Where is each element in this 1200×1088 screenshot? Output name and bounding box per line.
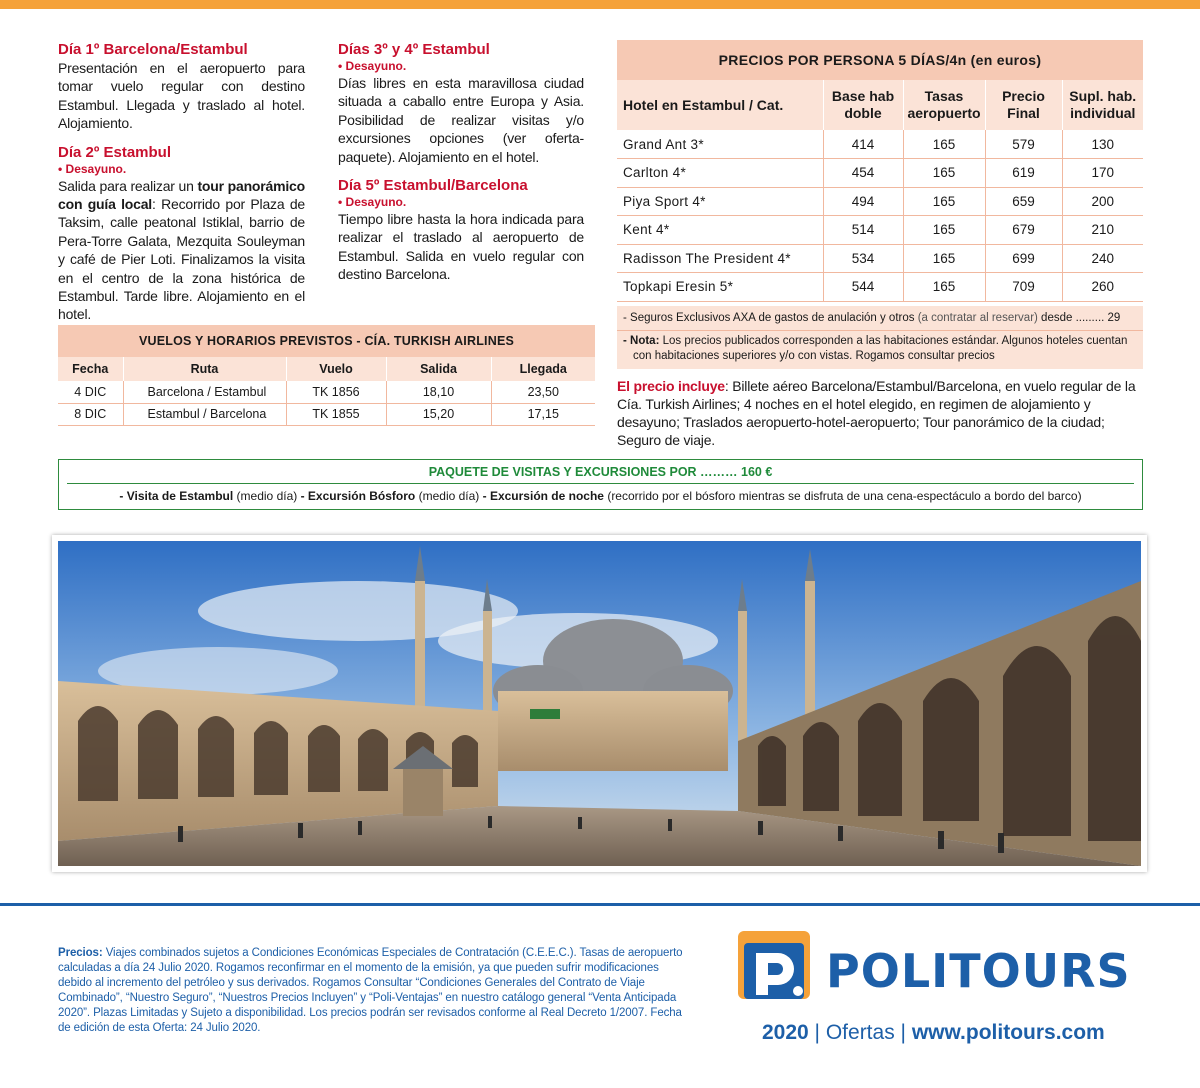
price-caption: PRECIOS POR PERSONA 5 DÍAS/4n (en euros) [617,40,1143,80]
airport-tax: 165 [903,273,985,302]
day5-text: Tiempo libre hasta la hora indicada para realizar el traslado al aeropuerto de Estambul. Salida en vuelo regular con destino Barcelona. [338,211,584,283]
table-row [58,381,595,403]
day1-title: Día 1º Barcelona/Estambul [58,41,248,58]
airport-tax: 165 [903,130,985,159]
base-price: 544 [823,273,903,302]
conditions-label: Precios: [58,947,103,959]
single-supplement: 210 [1062,216,1143,245]
table-row [617,130,1143,159]
hotel-name: Kent 4* [617,216,823,245]
final-header: Precio Final [985,80,1062,130]
tasas-header: Tasas aeropuerto [903,80,985,130]
blue-mosque-image [58,541,1141,866]
includes-label: El precio incluye [617,378,725,394]
excursions-title: PAQUETE DE VISITAS Y EXCURSIONES POR ……… 160 € [67,460,1134,484]
day2-text-bold: tour panorámico con guía local [58,177,305,213]
base-price: 514 [823,216,903,245]
base-price: 454 [823,159,903,188]
day2-title: Día 2º Estambul [58,143,172,161]
base-price: 414 [823,130,903,159]
brand-year: 2020 [762,1021,809,1044]
single-supplement: 200 [1062,187,1143,216]
day5-meal: • Desayuno. [338,195,407,210]
flights-caption: VUELOS Y HORARIOS PREVISTOS - CÍA. TURKISH AIRLINES [58,325,595,357]
price-table [617,40,1143,302]
day2-text [58,177,305,324]
rooms-note: - Nota: Los precios publicados corresponden a las habitaciones estándar. Algunos hoteles cuentan [623,334,1128,347]
single-supplement: 130 [1062,130,1143,159]
top-accent-bar [0,0,1200,9]
col-salida: Salida [386,357,491,381]
day2-meal: • Desayuno. [58,161,127,176]
hotel-name: Grand Ant 3* [617,130,823,159]
flight-arrival: 17,15 [491,403,595,425]
supl-header: Supl. hab. individual [1062,80,1143,130]
base-price: 534 [823,244,903,273]
single-supplement: 260 [1062,273,1143,302]
excursions-box [58,459,1143,510]
brand-name: POLITOURS [826,944,1131,998]
final-price: 619 [985,159,1062,188]
table-row [617,159,1143,188]
flight-number: TK 1855 [286,403,386,425]
flights-section [58,325,595,426]
table-row [617,216,1143,245]
airport-tax: 165 [903,159,985,188]
hotel-name: Carlton 4* [617,159,823,188]
conditions-text: Viajes combinados sujetos a Condiciones Económicas Especiales de Contratación (C.E.E.C.). Tasas de aeropuerto calculadas a día 24 Julio 2020. Rogamos reconfirmar en el momento de la emisión, ya que pueden sufrir modificaciones debido al incremento del petróleo y sus derivados. Rogamos Consultar “Condiciones Generales del Contrato de Viaje Combinado”, “Nuestro Seguro”, “Nuestros Precios Incluyen” y “Poli-Ventajas” en nuestro catálogo general “Venta Anticipada 2020”. Plazas Limitadas y Sujeto a disponibilidad. Los precios podrán ser revisados conforme al Real Decreto 1/2007. Fecha de edición de esta Oferta: 24 Julio 2020. [58,947,683,1034]
flight-date: 4 DIC [58,381,123,403]
brand-website-link[interactable]: www.politours.com [911,1021,1105,1044]
hotel-name: Piya Sport 4* [617,187,823,216]
mosque-photo [52,535,1147,872]
brand-offers: Ofertas [825,1021,895,1044]
final-price: 699 [985,244,1062,273]
includes-text: : Billete aéreo Barcelona/Estambul/Barcelona, en vuelo regular de la Cía. Turkish Airlines; 4 noches en el hotel elegido, en regimen de alojamiento y desayuno; Traslados aeropuerto-hotel-aeropuerto; Tour panorámico de la ciudad; Seguro de viaje. [617,378,1136,448]
brand-tagline: 2020 | Ofertas | www.politours.com [762,1021,1105,1044]
flight-route: Estambul / Barcelona [123,403,286,425]
itinerary-column-2 [338,40,584,284]
day5-title: Día 5º Estambul/Barcelona [338,177,528,195]
excursions-list: - Visita de Estambul (medio día) - Excursión Bósforo (medio día) - Excursión de noche (recorrido por el bósforo mientras se disfruta de una cena-espectáculo a bordo del barco) [119,489,1082,503]
col-vuelo: Vuelo [286,357,386,381]
final-price: 659 [985,187,1062,216]
insurance-note: - Seguros Exclusivos AXA de gastos de anulación y otros (a contratar al reservar) desde ......... 29 [623,311,1121,324]
table-row [58,403,595,425]
final-price: 579 [985,130,1062,159]
final-price: 709 [985,273,1062,302]
day2-text-b: : Recorrido por Plaza de Taksim, calle peatonal Istiklal, barrio de Pera-Torre Galata, Mezquita Souleyman y café de Pier Loti. Finalizamos la visita en el centro de la zona histórica de Estambul. Tarde libre. Alojamiento en el hotel. [58,196,305,323]
hotel-name: Topkapi Eresin 5* [617,273,823,302]
hotel-header: Hotel en Estambul / Cat. [617,80,823,130]
base-price: 494 [823,187,903,216]
flight-arrival: 23,50 [491,381,595,403]
single-supplement: 240 [1062,244,1143,273]
single-supplement: 170 [1062,159,1143,188]
col-llegada: Llegada [491,357,595,381]
rooms-note-2: con habitaciones superiores y/o con vistas. Rogamos consultar precios [633,349,995,362]
price-section [617,40,1143,369]
flight-route: Barcelona / Estambul [123,381,286,403]
base-header: Base hab doble [823,80,903,130]
airport-tax: 165 [903,216,985,245]
table-row [617,244,1143,273]
day34-meal: • Desayuno. [338,59,407,73]
col-ruta: Ruta [123,357,286,381]
day34-title: Días 3º y 4º Estambul [338,41,490,58]
price-notes [617,306,1143,369]
airport-tax: 165 [903,244,985,273]
flight-departure: 18,10 [386,381,491,403]
footer-divider [0,903,1200,906]
day2-text-a: Salida para realizar un [58,177,198,194]
day1-text: Presentación en el aeropuerto para tomar vuelo regular con destino Estambul. Llegada y traslado al hotel. Alojamiento. [58,60,305,132]
final-price: 679 [985,216,1062,245]
price-includes [617,377,1147,449]
flight-number: TK 1856 [286,381,386,403]
col-fecha: Fecha [58,357,123,381]
table-row [617,273,1143,302]
day34-text: Días libres en esta maravillosa ciudad situada a caballo entre Europa y Asia. Posibilidad de realizar visitas y/o excursiones opciones (ver oferta-paquete). Alojamiento en el hotel. [338,75,584,165]
hotel-name: Radisson The President 4* [617,244,823,273]
itinerary-column-1 [58,40,305,324]
flight-date: 8 DIC [58,403,123,425]
table-row [617,187,1143,216]
flights-table [58,325,595,426]
flight-departure: 15,20 [386,403,491,425]
airport-tax: 165 [903,187,985,216]
price-conditions [58,946,686,1036]
